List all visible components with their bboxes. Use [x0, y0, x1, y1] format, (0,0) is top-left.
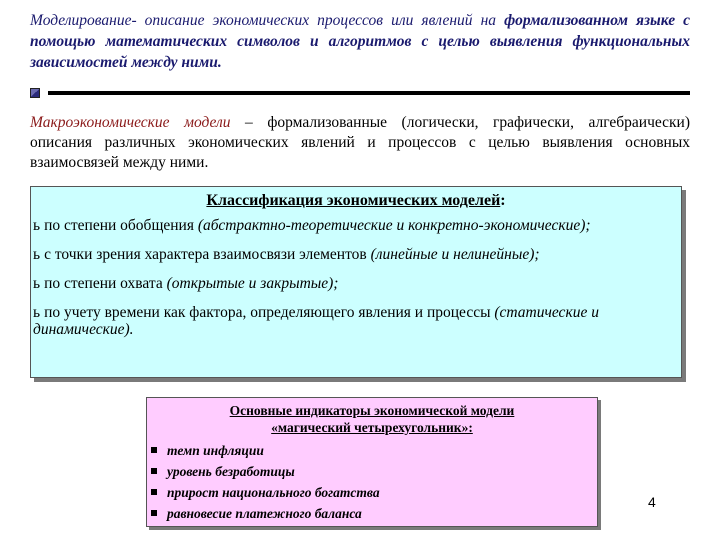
square-bullet-icon	[151, 447, 157, 453]
list-item: темп инфляции	[151, 440, 597, 461]
square-bullet-icon	[151, 510, 157, 516]
list-item: ь по степени обобщения (абстрактно-теоретические и конкретно-экономические);	[33, 217, 591, 234]
classification-box	[30, 186, 682, 378]
bullet-icon: ь	[33, 217, 41, 234]
square-bullet-icon	[151, 468, 157, 474]
macro-term: Макроэкономические модели	[30, 114, 231, 131]
macro-models-paragraph	[30, 113, 690, 173]
horizontal-rule	[48, 91, 690, 95]
classification-title: Классификация экономических моделей:	[206, 192, 506, 209]
list-item: ь по учету времени как фактора, определяющего явления и процессы (статические и динамические).	[33, 304, 599, 338]
definition-text: формализованном языке с помощью математических символов и алгоритмов с целью выявления функциональных зависимостей между ними.	[30, 12, 691, 71]
bullet-icon: ь	[33, 275, 41, 292]
bullet-icon: ь	[33, 246, 41, 263]
list-item: ь с точки зрения характера взаимосвязи элементов (линейные и нелинейные);	[33, 246, 540, 263]
indicators-box	[146, 397, 598, 527]
list-item: ь по степени охвата (открытые и закрытые);	[33, 275, 339, 292]
list-item: равновесие платежного баланса	[151, 503, 597, 524]
square-bullet-icon	[30, 88, 40, 98]
definition-lead: описание экономических процессов или явлений на	[136, 12, 497, 29]
indicators-title-line1: Основные индикаторы экономической модели	[229, 403, 515, 418]
indicators-title-line2: «магический четырехугольник»:	[271, 420, 473, 435]
indicators-list	[147, 440, 597, 524]
definition-paragraph	[30, 10, 690, 73]
square-bullet-icon	[151, 489, 157, 495]
section-divider	[30, 88, 690, 100]
macro-text: – формализованные (логически, графически, алгебраически) описания различных экономических явлений и процессов с целью выявления основных взаимосвязей между ними.	[30, 114, 690, 171]
page-number: 4	[648, 494, 656, 510]
list-item: прирост национального богатства	[151, 482, 597, 503]
definition-term: Моделирование-	[30, 12, 137, 29]
list-item: уровень безработицы	[151, 461, 597, 482]
bullet-icon: ь	[33, 304, 41, 321]
classification-list	[31, 217, 681, 338]
